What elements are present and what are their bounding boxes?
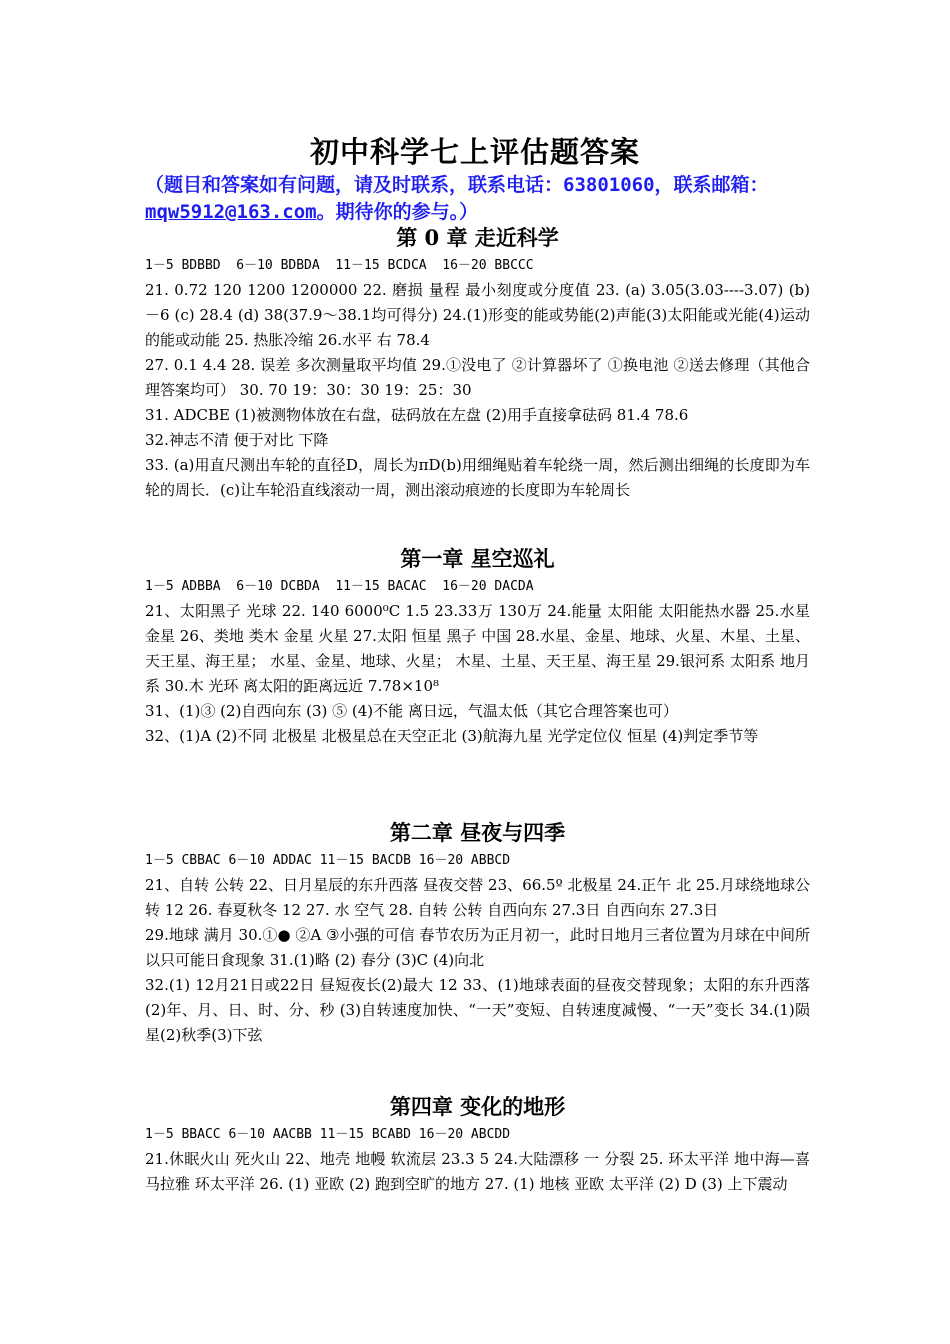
section-chapter-1 <box>145 543 810 749</box>
section-chapter-4 <box>145 1091 810 1197</box>
answer-paragraph: 21.休眠火山 死火山 22、地壳 地幔 软流层 23.3 5 24.大陆漂移 一 分裂 25. 环太平洋 地中海—喜马拉雅 环太平洋 26. (1) 亚欧 (2) 跑到空旷的地方 27. (1) 地核 亚欧 太平洋 (2) D (3) 上下震动 <box>145 1150 810 1193</box>
answer-paragraph: 33. (a)用直尺测出车轮的直径D，周长为πD(b)用细绳贴着车轮绕一周，然后测出细绳的长度即为车轮的周长．(c)让车轮沿直线滚动一周，测出滚动痕迹的长度即为车轮周长 <box>145 456 810 499</box>
answer-block <box>145 1147 810 1197</box>
answer-paragraph: 32.神志不清 便于对比 下降 <box>145 431 329 449</box>
notice-text-end: 。期待你的参与。） <box>316 201 479 223</box>
answer-paragraph: 21. 0.72 120 1200 1200000 22. 磨损 量程 最小刻度或分度值 23. (a) 3.05(3.03----3.07) (b) －6 (c) 28.4 (d) 38(37.9～38.1均可得分) 24.(1)形变的能或势能(2)声能(3)太阳能或光能(4)运动的能或动能 25. 热胀冷缩 26.水平 右 78.4 <box>145 281 810 349</box>
answer-paragraph: 32.(1) 12月21日或22日 昼短夜长(2)最大 12 33、(1)地球表面的昼夜交替现象；太阳的东升西落 (2)年、月、日、时、分、秒 (3)自转速度加快、“一天”变短、自转速度减慢、“一天”变长 34.(1)陨星(2)秋季(3)下弦 <box>145 976 810 1044</box>
multiple-choice-answers: 1－5 CBBAC 6－10 ADDAC 11－15 BACDB 16－20 ABBCD <box>145 853 511 868</box>
answer-paragraph: 27. 0.1 4.4 28. 误差 多次测量取平均值 29.①没电了 ②计算器坏了 ①换电池 ②送去修理（其他合理答案均可） 30. 70 19：30：30 19：25：30 <box>145 356 810 399</box>
answer-paragraph: 31、(1)③ (2)自西向东 (3) ⑤ (4)不能 离日远，气温太低（其它合理答案也可） <box>145 702 678 720</box>
contact-email-link[interactable]: mqw5912@163.com <box>145 201 317 223</box>
answer-paragraph: 32、(1)A (2)不同 北极星 北极星总在天空正北 (3)航海九星 光学定位仪 恒星 (4)判定季节等 <box>145 727 759 745</box>
answer-block <box>145 278 810 503</box>
section-chapter-0 <box>145 222 810 503</box>
multiple-choice-answers: 1－5 BDBBD 6－10 BDBDA 11－15 BCDCA 16－20 BBCCC <box>145 258 534 273</box>
section-heading: 第 0 章 走近科学 <box>396 225 559 250</box>
multiple-choice-answers: 1－5 BBACC 6－10 AACBB 11－15 BCABD 16－20 ABCDD <box>145 1127 511 1142</box>
answer-block <box>145 599 810 749</box>
answer-paragraph: 21、自转 公转 22、日月星辰的东升西落 昼夜交替 23、66.5º 北极星 24.正午 北 25.月球绕地球公转 12 26. 春夏秋冬 12 27. 水 空气 28. 自转 公转 自西向东 27.3日 自西向东 27.3日 <box>145 876 810 919</box>
multiple-choice-answers: 1－5 ADBBA 6－10 DCBDA 11－15 BACAC 16－20 DACDA <box>145 579 534 594</box>
answer-paragraph: 29.地球 满月 30.①● ②A ③小强的可信 春节农历为正月初一，此时日地月三者位置为月球在中间所以只可能日食现象 31.(1)略 (2) 春分 (3)C (4)向北 <box>145 926 810 969</box>
section-heading: 第一章 星空巡礼 <box>400 546 555 571</box>
section-chapter-2 <box>145 817 810 1048</box>
notice-text: （题目和答案如有问题，请及时联系，联系电话：63801060，联系邮箱： <box>145 174 769 196</box>
page-title: 初中科学七上评估题答案 <box>309 135 640 169</box>
section-heading: 第二章 昼夜与四季 <box>389 820 566 845</box>
contact-notice <box>145 172 815 226</box>
section-heading: 第四章 变化的地形 <box>389 1094 566 1119</box>
answer-paragraph: 31. ADCBE (1)被测物体放在右盘，砝码放在左盘 (2)用手直接拿砝码 81.4 78.6 <box>145 406 689 424</box>
answer-block <box>145 873 810 1048</box>
answer-paragraph: 21、太阳黑子 光球 22. 140 6000⁰C 1.5 23.33万 130万 24.能量 太阳能 太阳能热水器 25.水星 金星 26、类地 类木 金星 火星 27.太阳 恒星 黑子 中国 28.水星、金星、地球、火星、木星、土星、天王星、海王星； 水星、金星、地球、火星； 木星、土星、天王星、海王星 29.银河系 太阳系 地月系 30.木 光环 离太阳的距离远近 7.78×10⁸ <box>145 602 810 695</box>
